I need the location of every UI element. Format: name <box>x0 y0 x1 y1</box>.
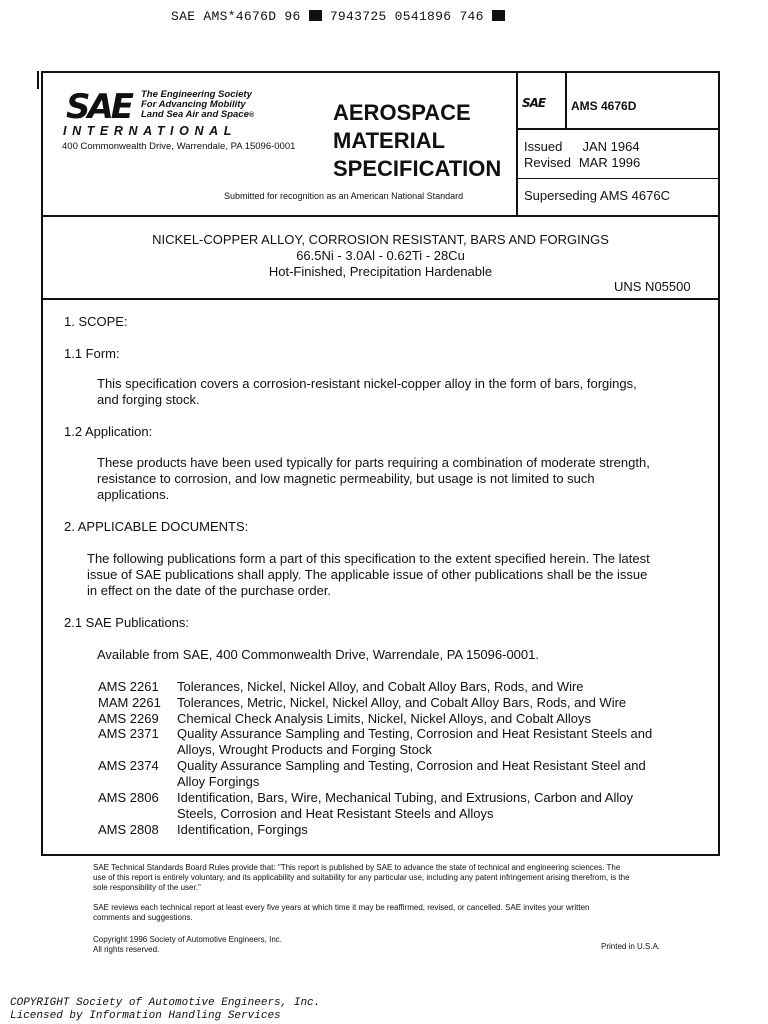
revised-label: Revised <box>524 155 571 170</box>
copyright-note: Copyright 1996 Society of Automotive Engineers, Inc. All rights reserved. <box>93 935 282 954</box>
sae-availability: Available from SAE, 400 Commonwealth Drive, Warrendale, PA 15096-0001. <box>97 647 539 662</box>
header-column-divider <box>516 71 518 215</box>
number-row-divider <box>516 128 720 130</box>
scan-header-line <box>171 9 505 24</box>
scan-code-mid: 7943725 0541896 746 <box>321 9 492 24</box>
international-wordmark: INTERNATIONAL <box>63 124 237 138</box>
title-line: MATERIAL <box>333 128 446 153</box>
section-2-text: The following publications form a part of this specification to the extent specified herein. The latest issue of SAE publications shall apply. The applicable issue of other publications shall be the issue in effect on the date of the purchase order. <box>87 551 650 598</box>
sae-logo: SAE <box>66 87 132 127</box>
section-1-1-text: This specification covers a corrosion-resistant nickel-copper alloy in the form of bars, forgings, and forging stock. <box>97 376 637 407</box>
dates-row-divider <box>516 178 720 179</box>
frame-tick <box>37 71 39 89</box>
superseding-note: Superseding AMS 4676C <box>524 188 670 203</box>
section-1-heading: 1. SCOPE: <box>64 314 128 329</box>
tagline-line: For Advancing Mobility <box>141 99 246 110</box>
issued-label: Issued <box>524 139 563 154</box>
section-2-heading: 2. APPLICABLE DOCUMENTS: <box>64 519 249 534</box>
sae-tagline <box>141 90 254 121</box>
section-1-2-heading: 1.2 Application: <box>64 424 153 439</box>
title-line: SPECIFICATION <box>333 156 502 181</box>
sae-address: 400 Commonwealth Drive, Warrendale, PA 15096-0001 <box>62 141 296 152</box>
submitted-note: Submitted for recognition as an American National Standard <box>224 191 464 201</box>
number-cell-divider <box>565 71 567 128</box>
composition: 66.5Ni - 3.0Al - 0.62Ti - 28Cu <box>296 248 465 263</box>
block-mark <box>492 10 505 21</box>
ams-number: AMS 4676D <box>571 99 637 113</box>
section-1-1-heading: 1.1 Form: <box>64 346 120 361</box>
title-divider <box>41 298 720 300</box>
issued-date: JAN 1964 <box>582 139 640 154</box>
title-line: AEROSPACE <box>333 100 471 125</box>
section-2-1-heading: 2.1 SAE Publications: <box>64 615 190 630</box>
tagline-line: The Engineering Society <box>141 89 252 100</box>
scan-code-left: SAE AMS*4676D 96 <box>171 9 309 24</box>
printed-in: Printed in U.S.A. <box>601 942 661 951</box>
revised-date: MAR 1996 <box>578 155 641 170</box>
condition: Hot-Finished, Precipitation Hardenable <box>268 264 493 279</box>
material-title: NICKEL-COPPER ALLOY, CORROSION RESISTANT, BARS AND FORGINGS <box>152 232 609 247</box>
document-type-title <box>333 99 501 183</box>
uns-number: UNS N05500 <box>614 279 691 294</box>
review-note: SAE reviews each technical report at least every five years at which time it may be reaffirmed, revised, or cancelled. SAE invites your written comments and suggestions. <box>93 903 590 922</box>
block-mark <box>309 10 322 21</box>
sae-mark: SAE <box>522 96 546 110</box>
section-1-2-text: These products have been used typically for parts requiring a combination of moderate strength, resistance to corrosion, and low magnetic permeability, but usage is not limited to such applications. <box>97 455 650 502</box>
issue-dates <box>524 139 640 171</box>
technical-board-rules: SAE Technical Standards Board Rules provide that: "This report is published by SAE to advance the state of technical and engineering sciences. The use of this report is entirely voluntary, and its applicability and suitability for any particular use, including any patent infringement arising therefrom, is the sole responsibility of the user." <box>93 863 630 892</box>
header-divider <box>41 215 720 217</box>
tagline-line: Land Sea Air and Space® <box>141 109 255 120</box>
license-stamp: COPYRIGHT Society of Automotive Engineers, Inc. Licensed by Information Handling Services <box>10 997 321 1022</box>
